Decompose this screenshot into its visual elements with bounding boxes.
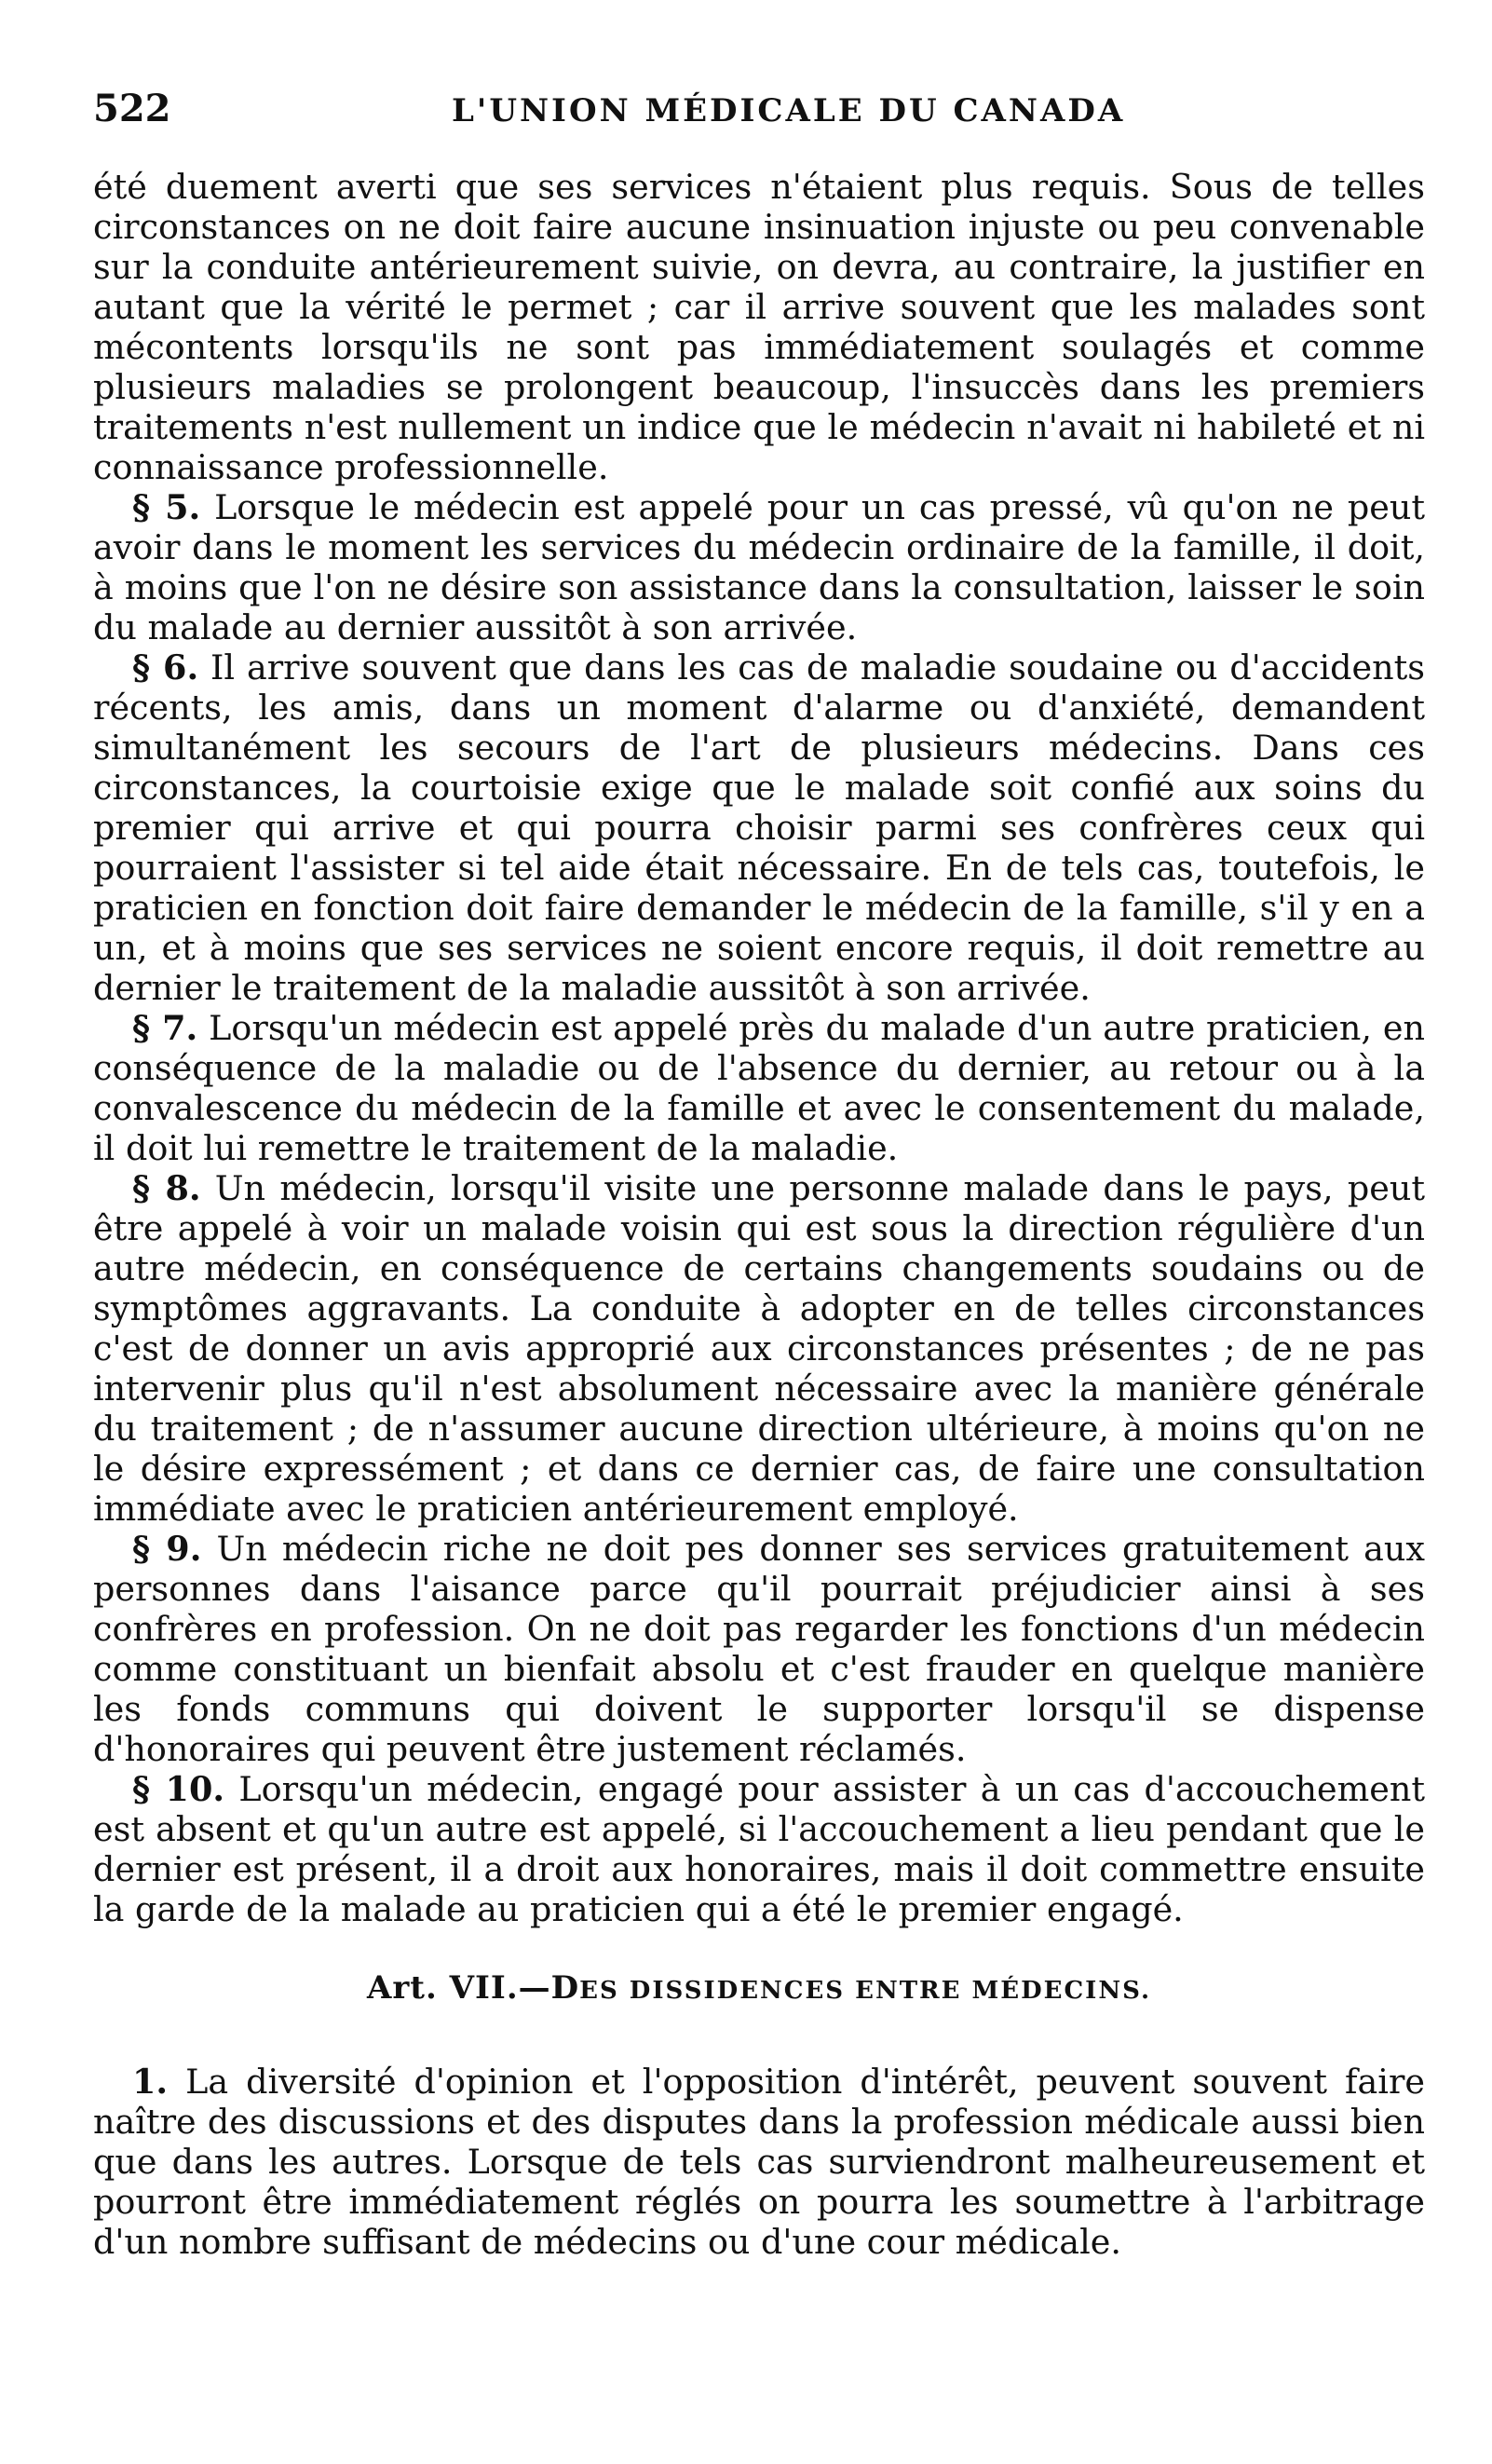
paragraph-section-7	[93, 1008, 1425, 1168]
article-heading-prefix: Art. VII.—D	[366, 1969, 580, 2007]
article-heading-title: ES DISSIDENCES ENTRE MÉDECINS.	[579, 1977, 1152, 2005]
paragraph-text: été duement averti que ses services n'étaient plus requis. Sous de telles circonstances on ne doit faire aucune insinuation injuste ou peu convenable sur la conduite antérieurement suivie, on devra, au contraire, la justifier en autant que la vérité le permet ; car il arrive souvent que les malades sont mécontents lorsqu'ils ne sont pas immédiatement soulagés et comme plusieurs maladies se prolongent beaucoup, l'insuccès dans les premiers traitements n'est nullement un indice que le médecin n'avait ni habileté et ni connaissance professionnelle.	[93, 167, 1425, 487]
paragraph-text: La diversité d'opinion et l'opposition d'intérêt, peuvent souvent faire naître des discussions et des disputes dans la profession médicale aussi bien que dans les autres. Lorsque de tels cas surviendront malheureusement et pourront être immédiatement réglés on pourra les soumettre à l'arbitrage d'un nombre suffisant de médecins ou d'une cour médicale.	[93, 2062, 1425, 2262]
paragraph-section-8	[93, 1168, 1425, 1529]
paragraph-section-5	[93, 487, 1425, 647]
section-number: § 9.	[132, 1529, 202, 1569]
running-header	[93, 79, 1425, 144]
section-number: § 10.	[132, 1769, 225, 1809]
journal-title: L'UNION MÉDICALE DU CANADA	[452, 92, 1126, 129]
paragraph-text: Un médecin riche ne doit pes donner ses services gratuitement aux personnes dans l'aisance parce qu'il pourrait préjudicier ainsi à ses confrères en profession. On ne doit pas regarder les fonctions d'un médecin comme constituant un bienfait absolu et c'est frauder en quelque manière les fonds communs qui doivent le supporter lorsqu'il se dispense d'honoraires qui peuvent être justement réclamés.	[93, 1529, 1425, 1769]
paragraph-text: Lorsqu'un médecin est appelé près du malade d'un autre praticien, en conséquence de la maladie ou de l'absence du dernier, au retour ou à la convalescence du médecin de la famille et avec le consentement du malade, il doit lui remettre le traitement de la maladie.	[93, 1008, 1425, 1168]
document-page	[93, 79, 1425, 2262]
paragraph-text: Lorsque le médecin est appelé pour un cas pressé, vû qu'on ne peut avoir dans le moment les services du médecin ordinaire de la famille, il doit, à moins que l'on ne désire son assistance dans la consultation, laisser le soin du malade au dernier aussitôt à son arrivée.	[93, 487, 1425, 647]
paragraph-continuation	[93, 167, 1425, 487]
paragraph-text: Un médecin, lorsqu'il visite une personne malade dans le pays, peut être appelé à voir un malade voisin qui est sous la direction régulière d'un autre médecin, en conséquence de certains changements soudains ou de symptômes aggravants. La conduite à adopter en de telles circonstances c'est de donner un avis approprié aux circonstances présentes ; de ne pas intervenir plus qu'il n'est absolument nécessaire avec la manière générale du traitement ; de n'assumer aucune direction ultérieure, à moins qu'on ne le désire expressément ; et dans ce dernier cas, de faire une consultation immédiate avec le praticien antérieurement employé.	[93, 1168, 1425, 1529]
section-number: 1.	[132, 2062, 169, 2102]
article-body	[93, 167, 1425, 2262]
paragraph-section-9	[93, 1529, 1425, 1769]
paragraph-section-6	[93, 647, 1425, 1008]
paragraph-text: Il arrive souvent que dans les cas de maladie soudaine ou d'accidents récents, les amis, dans un moment d'alarme ou d'anxiété, demandent simultanément les secours de l'art de plusieurs médecins. Dans ces circonstances, la courtoisie exige que le malade soit confié aux soins du premier qui arrive et qui pourra choisir parmi ses confrères ceux qui pourraient l'assister si tel aide était nécessaire. En de tels cas, toutefois, le praticien en fonction doit faire demander le médecin de la famille, s'il y en a un, et à moins que ses services ne soient encore requis, il doit remettre au dernier le traitement de la maladie aussitôt à son arrivée.	[93, 647, 1425, 1008]
article-heading	[93, 1968, 1425, 2011]
paragraph-text: Lorsqu'un médecin, engagé pour assister à un cas d'accouchement est absent et qu'un autre est appelé, si l'accouchement a lieu pendant que le dernier est présent, il a droit aux honoraires, mais il doit commettre ensuite la garde de la malade au praticien qui a été le premier engagé.	[93, 1769, 1426, 1929]
section-number: § 7.	[132, 1008, 198, 1048]
section-number: § 8.	[132, 1168, 201, 1208]
section-number: § 6.	[132, 647, 199, 687]
paragraph-article-1	[93, 2062, 1425, 2262]
paragraph-section-10	[93, 1769, 1425, 1929]
section-number: § 5.	[132, 487, 201, 527]
page-number: 522	[93, 87, 171, 130]
